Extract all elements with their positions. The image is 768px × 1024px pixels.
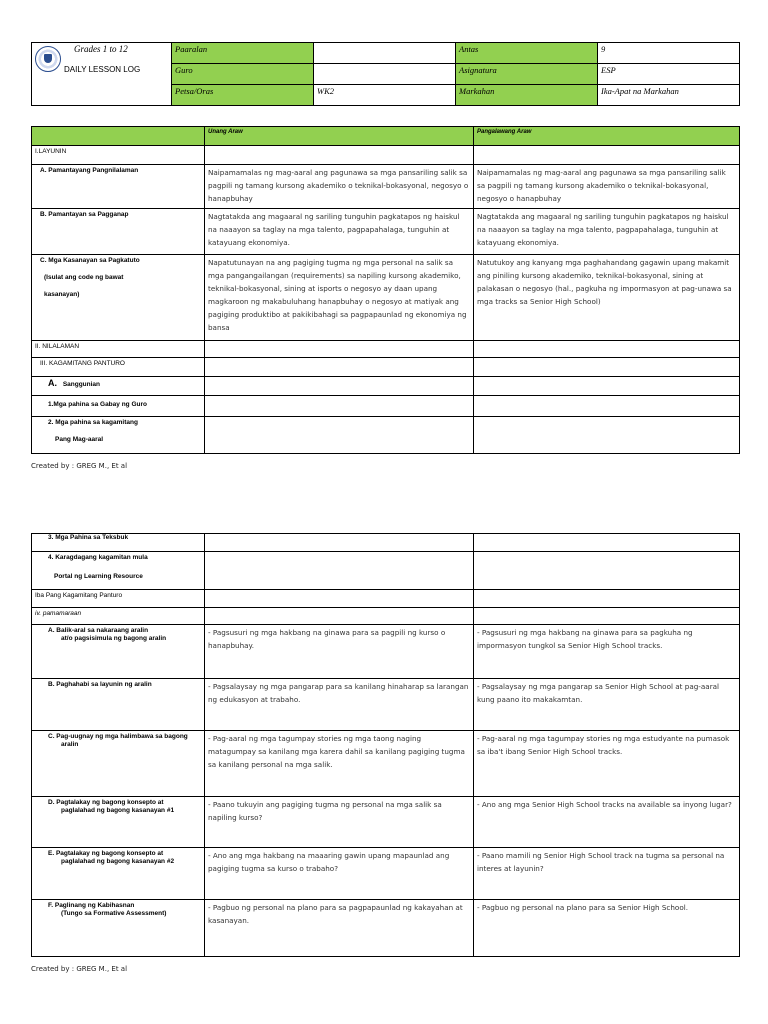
sanggunian-day1[interactable] (205, 377, 474, 396)
pagtalakay-2-day2[interactable]: - Paano mamili ng Senior High School track na tugma sa personal na interes at layunin? (474, 848, 740, 900)
karagdagan-day1[interactable] (205, 552, 474, 590)
asignatura-label: Asignatura (456, 64, 598, 85)
row-label-pagtalakay-2 (32, 848, 205, 900)
pag-uugnay-day2[interactable]: - Pag-aaral ng mga tagumpay stories ng mga estudyante na pumasok sa iba't ibang Senior High School tracks. (474, 731, 740, 797)
kagamitang-pahina-day1[interactable] (205, 417, 474, 454)
row-label-kasanayan (32, 255, 205, 341)
row-label-gabay: 1.Mga pahina sa Gabay ng Guro (32, 396, 205, 417)
header-table (31, 42, 740, 106)
pagtalakay-2-line1: E. Pagtalakay ng bagong konsepto at (48, 850, 164, 857)
row-label-pamantayang: A. Pamantayang Pangnilalaman (32, 165, 205, 209)
pagtalakay-1-day2[interactable]: - Ano ang mga Senior High School tracks na available sa inyong lugar? (474, 797, 740, 848)
pag-uugnay-line2: aralin (61, 741, 79, 748)
header-logo-cell (32, 43, 172, 106)
markahan-value[interactable]: Ika-Apat na Markahan (598, 85, 740, 106)
corner-cell (32, 127, 205, 146)
iba-day2[interactable] (474, 590, 740, 608)
antas-label: Antas (456, 43, 598, 64)
antas-value[interactable]: 9 (598, 43, 740, 64)
row-label-balik-aral (32, 625, 205, 679)
pagtalakay-2-day1[interactable]: - Ano ang mga hakbang na maaaring gawin upang mapaunlad ang pagiging tugma sa kurso o trabaho? (205, 848, 474, 900)
pagtalakay-2-line2: paglalahad ng bagong kasanayan #2 (61, 858, 175, 865)
pamantayang-day2[interactable]: Naipamamalas ng mag-aaral ang pagunawa sa mga pansariling salik sa pagpili ng tamang kursong akademiko o teknikal-bokasyonal, negosyo o hanapbuhay (474, 165, 740, 209)
row-label-pagganap: B. Pamantayan sa Pagganap (32, 209, 205, 255)
sanggunian-day2[interactable] (474, 377, 740, 396)
karagdagan-line2: Portal ng Learning Resource (54, 573, 143, 580)
row-label-pagtalakay-1 (32, 797, 205, 848)
row-label-pamamaraan: iv. pamamaraan (32, 608, 205, 625)
row-label-karagdagan (32, 552, 205, 590)
footer-page2: Created by : GREG M., Et al (31, 965, 128, 973)
layunin-day2[interactable] (474, 146, 740, 165)
row-label-sanggunian (32, 377, 205, 396)
row-label-pag-uugnay (32, 731, 205, 797)
markahan-label: Markahan (456, 85, 598, 106)
balik-aral-line1: A. Balik-aral sa nakaraang aralin (48, 627, 149, 634)
log-title: DAILY LESSON LOG (64, 65, 141, 74)
row-label-paglinang (32, 900, 205, 957)
karagdagan-line1: 4. Karagdagang kagamitan mula (48, 554, 148, 561)
asignatura-value[interactable]: ESP (598, 64, 740, 85)
pagtalakay-1-line2: paglalahad ng bagong kasanayan #1 (61, 807, 175, 814)
kasanayan-title: C. Mga Kasanayan sa Pagkatuto (40, 257, 140, 264)
gabay-day1[interactable] (205, 396, 474, 417)
paaralan-label: Paaralan (172, 43, 314, 64)
pamamaraan-day2[interactable] (474, 608, 740, 625)
lesson-table-page1 (31, 126, 740, 454)
kagamitan-day2[interactable] (474, 358, 740, 377)
row-label-paghahabi: B. Paghahabi sa layunin ng aralin (32, 679, 205, 731)
pamamaraan-day1[interactable] (205, 608, 474, 625)
kasanayan-day1[interactable]: Napatutunayan na ang pagiging tugma ng mga personal na salik sa mga pangangailangan (requirements) sa napiling kursong akademiko, teknikal-bokasyonal, sining at isports o negosyo ay daan upang magkaroon ng makabuluhang hanapbuhay o negosyo at matiyak ang pagiging produktibo at pakikibahagi sa pagpapaunlad ng ekonomiya ng bansa (205, 255, 474, 341)
kasanayan-day2[interactable]: Natutukoy ang kanyang mga paghahandang gagawin upang makamit ang piniling kursong akademiko, teknikal-bokasyonal, sining at palakasan o negosyo (hal., pagkuha ng impormasyon at pag-unawa sa mga tracks sa Senior High School) (474, 255, 740, 341)
col-header-day2: Pangalawang Araw (474, 127, 740, 146)
balik-aral-day2[interactable]: - Pagsusuri ng mga hakbang na ginawa para sa pagkuha ng impormasyon tungkol sa Senior High School tracks. (474, 625, 740, 679)
guro-value[interactable] (314, 64, 456, 85)
balik-aral-day1[interactable]: - Pagsusuri ng mga hakbang na ginawa para sa pagpili ng kurso o hanapbuhay. (205, 625, 474, 679)
footer-page1: Created by : GREG M., Et al (31, 462, 128, 470)
deped-seal-icon (35, 46, 61, 72)
grades-label: Grades 1 to 12 (74, 44, 128, 54)
row-label-kagamitan: III. KAGAMITANG PANTURO (32, 358, 205, 377)
paghahabi-day2[interactable]: - Pagsalaysay ng mga pangarap sa Senior High School at pag-aaral kung paano ito makakamtan. (474, 679, 740, 731)
teksbuk-day1[interactable] (205, 534, 474, 552)
paaralan-value[interactable] (314, 43, 456, 64)
pagganap-day2[interactable]: Nagtatakda ang magaaral ng sariling tunguhin pagkatapos ng haiskul na naaayon sa taglay na mga talento, pagpapahalaga, tunguhin at katayuang ekonomiya. (474, 209, 740, 255)
paglinang-line2: (Tungo sa Formative Assessment) (61, 910, 167, 917)
paglinang-day2[interactable]: - Pagbuo ng personal na plano para sa Senior High School. (474, 900, 740, 957)
petsa-label: Petsa/Oras (172, 85, 314, 106)
nilalaman-day2[interactable] (474, 341, 740, 358)
paghahabi-day1[interactable]: - Pagsalaysay ng mga pangarap para sa kanilang hinaharap sa larangan ng edukasyon at trabaho. (205, 679, 474, 731)
guro-label: Guro (172, 64, 314, 85)
row-label-kagamitang-pahina (32, 417, 205, 454)
pamantayang-day1[interactable]: Naipamamalas ng mag-aaral ang pagunawa sa mga pansariling salik sa pagpili ng tamang kursong akademiko o teknikal-bokasyonal, negosyo o hanapbuhay (205, 165, 474, 209)
kagamitang-pahina-line2: Pang Mag-aaral (55, 436, 104, 443)
sanggunian-text: Sanggunian (62, 381, 101, 388)
pagtalakay-1-line1: D. Pagtalakay ng bagong konsepto at (48, 799, 164, 806)
nilalaman-day1[interactable] (205, 341, 474, 358)
kasanayan-sub1: (Isulat ang code ng bawat (44, 274, 124, 281)
teksbuk-day2[interactable] (474, 534, 740, 552)
pagtalakay-1-day1[interactable]: - Paano tukuyin ang pagiging tugma ng personal na mga salik sa napiling kurso? (205, 797, 474, 848)
kagamitang-pahina-line1: 2. Mga pahina sa kagamitang (48, 419, 138, 426)
col-header-day1: Unang Araw (205, 127, 474, 146)
iba-day1[interactable] (205, 590, 474, 608)
lesson-table-page2 (31, 533, 740, 957)
kasanayan-sub2: kasanayan) (44, 291, 80, 298)
petsa-value[interactable]: WK2 (314, 85, 456, 106)
row-label-layunin: I.LAYUNIN (32, 146, 205, 165)
row-label-teksbuk: 3. Mga Pahina sa Teksbuk (32, 534, 205, 552)
sanggunian-letter: A. (48, 378, 57, 388)
layunin-day1[interactable] (205, 146, 474, 165)
row-label-iba: Iba Pang Kagamitang Panturo (32, 590, 205, 608)
pag-uugnay-day1[interactable]: - Pag-aaral ng mga tagumpay stories ng mga taong naging matagumpay sa kanilang mga karera dahil sa kanilang pagiging tugma sa kanilang personal na mga salik. (205, 731, 474, 797)
paglinang-day1[interactable]: - Pagbuo ng personal na plano para sa pagpapaunlad ng kakayahan at kasanayan. (205, 900, 474, 957)
row-label-nilalaman: II. NILALAMAN (32, 341, 205, 358)
gabay-day2[interactable] (474, 396, 740, 417)
pagganap-day1[interactable]: Nagtatakda ang magaaral ng sariling tunguhin pagkatapos ng haiskul na naaayon sa taglay na mga talento, pagpapahalaga, tunguhin at katayuang ekonomiya. (205, 209, 474, 255)
kagamitang-pahina-day2[interactable] (474, 417, 740, 454)
kagamitan-day1[interactable] (205, 358, 474, 377)
paglinang-line1: F. Paglinang ng Kabihasnan (48, 902, 135, 909)
balik-aral-line2: at/o pagsisimula ng bagong aralin (61, 635, 167, 642)
pag-uugnay-line1: C. Pag-uugnay ng mga halimbawa sa bagong (48, 733, 188, 740)
karagdagan-day2[interactable] (474, 552, 740, 590)
